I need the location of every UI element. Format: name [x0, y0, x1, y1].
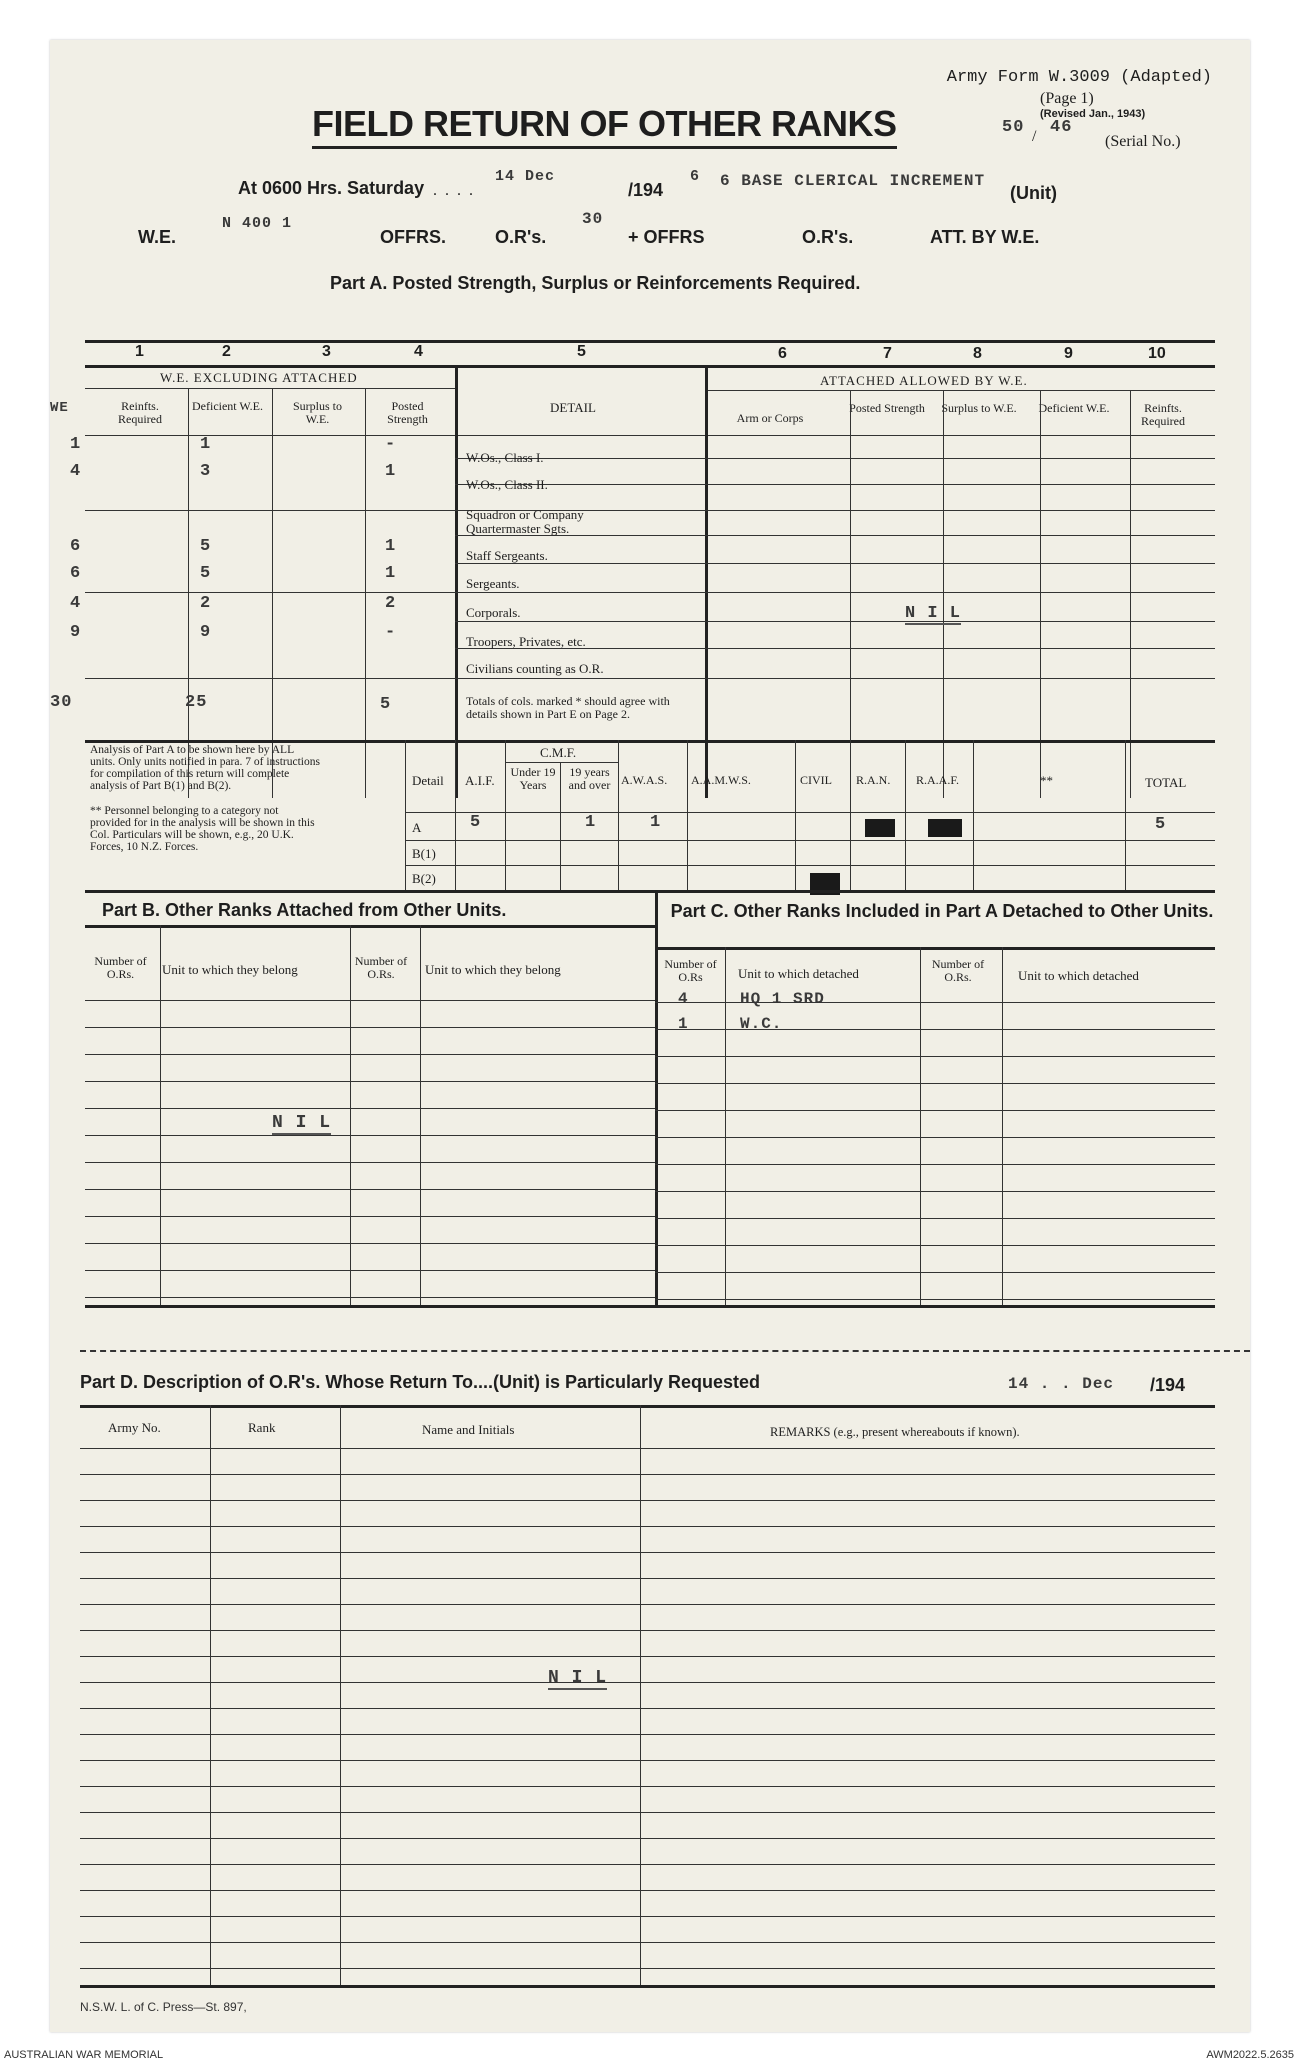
ruled-line	[655, 1083, 1215, 1084]
c-entry-unit: HQ 1 SRD	[740, 990, 825, 1008]
ruled-line	[85, 1162, 655, 1163]
analysis-19over: 19 years and over	[568, 765, 611, 792]
ruled-line	[655, 1299, 1215, 1300]
page-label: (Page 1)	[1040, 90, 1094, 107]
printer-note: N.S.W. L. of C. Press—St. 897,	[80, 2000, 247, 2014]
ruled-line	[80, 1786, 1215, 1787]
redaction-block	[928, 819, 962, 837]
d-army-no: Army No.	[108, 1420, 161, 1435]
analysis-row-b2: B(2)	[412, 871, 436, 886]
ruled-line	[85, 1297, 655, 1298]
part-d-year: /194	[1150, 1375, 1186, 1395]
c-unit-2: Unit to which detached	[1018, 968, 1139, 983]
ruled-line	[80, 1630, 1215, 1631]
analysis-ran: R.A.N.	[856, 773, 891, 787]
ors-label: O.R's.	[495, 227, 547, 247]
ruled-line	[80, 1890, 1215, 1891]
analysis-a-total: 5	[1155, 815, 1167, 834]
detail-civilians: Civilians counting as O.R.	[466, 661, 604, 676]
ruled-line	[80, 1734, 1215, 1735]
ruled-line	[85, 1243, 655, 1244]
posted-value: 1	[385, 564, 397, 583]
header-detail: DETAIL	[550, 400, 596, 415]
analysis-cmf: C.M.F.	[540, 745, 577, 760]
ruled-line	[80, 1708, 1215, 1709]
total-posted: 5	[380, 695, 392, 714]
year-typed: 6	[690, 168, 701, 185]
ruled-line	[80, 1942, 1215, 1943]
ruled-line	[80, 1838, 1215, 1839]
we-label: W.E.	[138, 227, 177, 247]
date-typed: 14 Dec	[495, 168, 556, 185]
deficient-value: 1	[200, 435, 212, 454]
analysis-civil: CIVIL	[800, 773, 832, 787]
ruled-line	[80, 1916, 1215, 1917]
col-number: 5	[577, 343, 586, 360]
analysis-other: **	[1040, 773, 1053, 788]
analysis-awas: A.W.A.S.	[621, 773, 668, 787]
we-value: 9	[70, 623, 82, 642]
part-d-nil: N I L	[548, 1668, 608, 1688]
page-title: FIELD RETURN OF OTHER RANKS	[312, 102, 897, 149]
ruled-line	[655, 1272, 1215, 1273]
d-name: Name and Initials	[422, 1422, 515, 1437]
ruled-line	[80, 1448, 1215, 1449]
col-number: 2	[222, 343, 231, 360]
we-excluding-label: W.E. EXCLUDING ATTACHED	[160, 370, 358, 385]
ruled-line	[655, 1191, 1215, 1192]
ruled-line	[80, 1578, 1215, 1579]
form-id: Army Form W.3009 (Adapted)	[946, 68, 1212, 87]
ruled-line	[85, 1216, 655, 1217]
col-number: 4	[414, 343, 423, 360]
ruled-line	[655, 1056, 1215, 1057]
ruled-line	[655, 1029, 1215, 1030]
year-prefix: /194	[628, 180, 664, 200]
ruled-line	[80, 1864, 1215, 1865]
offrs-label: OFFRS.	[380, 227, 446, 247]
part-d-date: 14 . . Dec	[1008, 1375, 1115, 1393]
part-d-title: Part D. Description of O.R's. Whose Return To....(Unit) is Particularly Requested	[80, 1372, 761, 1392]
redaction-block	[865, 819, 895, 837]
analysis-under19: Under 19 Years	[510, 765, 556, 792]
deficient-value: 2	[200, 594, 212, 613]
we-typed: N 400 1	[222, 215, 293, 232]
ruled-line	[85, 1000, 655, 1001]
d-remarks: REMARKS (e.g., present whereabouts if known).	[770, 1425, 1020, 1439]
we-mark: WE	[50, 400, 69, 416]
analysis-a-cmf19: 1	[585, 813, 597, 832]
ruled-line	[85, 1081, 655, 1082]
ruled-line	[80, 1604, 1215, 1605]
part-b-title: Part B. Other Ranks Attached from Other Units.	[102, 900, 507, 920]
ruled-line	[655, 1110, 1215, 1111]
ruled-line	[85, 1189, 655, 1190]
col-number: 9	[1064, 345, 1073, 362]
analysis-raaf: R.A.A.F.	[916, 773, 960, 787]
deficient-value: 9	[200, 623, 212, 642]
c-entry-number: 4	[678, 990, 689, 1008]
detail-corporals: Corporals.	[466, 605, 521, 620]
ors-value: 30	[582, 210, 604, 228]
ors-label-2: O.R's.	[802, 227, 854, 247]
serial-label: (Serial No.)	[1105, 133, 1181, 150]
nil-attached: N I L	[905, 604, 962, 623]
deficient-value: 5	[200, 537, 212, 556]
we-value: 4	[70, 594, 82, 613]
analysis-row-b1: B(1)	[412, 846, 436, 861]
attached-allowed-label: ATTACHED ALLOWED BY W.E.	[820, 373, 1028, 388]
header-reinfts-att: Reinfts. Required	[1141, 401, 1185, 428]
part-a-title: Part A. Posted Strength, Surplus or Reinforcements Required.	[330, 273, 861, 293]
c-number-2: Number of O.Rs.	[931, 957, 985, 984]
unit-typed: 6 BASE CLERICAL INCREMENT	[720, 172, 986, 190]
plus-offrs-label: + OFFRS	[628, 227, 705, 247]
posted-value: 1	[385, 537, 397, 556]
form-sheet: Army Form W.3009 (Adapted) (Page 1) (Revised Jan., 1943) FIELD RETURN OF OTHER RANKS 50 / 46 (Serial No.) At 0600 Hrs. Saturday . . . . 14 Dec /194 6 6 BASE CLERICAL INCREMENT (Unit) W.E. N 400 1 OFFRS. O.R's. 30 + OFFRS O.R's. ATT. BY W.E. Part A. Posted Strength, Surplus or Reinforcements Required. 1 2 3 4 5 6 7 8 9 10 W.E. EXCLUDING ATTACHED ATTACHED ALLOWED BY W.E. Reinfts. Required Deficient W.E. Surplus to W.E. Posted Strength DETAIL Arm or Corps Posted Strength Surplus to W.E. Deficient W.E. Reinfts. Required WE W.Os., Class I. W.Os., Class II. Squadron or Company Quartermaster Sgts. Staff Sergeants. Sergeants. Corporals. Troopers, Privates, etc. Civilians counting as O.R. Totals of cols. marked * should agree with details shown in Part E on Page 2. 1 4 6 6 4 9 30 1 3 5 5 2 9 25 - 1 1 1 2 - 5 N I L Analysis of Part A to be shown here by ALL units. Only units notified in para. 7 of instructions for compilation of this return will complete analysis of Part B(1) and B(2). ** Personnel belonging to a category not provided for in the analysis will be shown in this Col. Particulars will be shown, e.g., 20 U.K. Forces, 10 N.Z. Forces. Detail A.I.F. C.M.F. Under 19 Years 19 years and over A.W.A.S. A.A.M.W.S. CIVIL R.A.N. R.A.A.F. ** TOTAL A B(1) B(2) 5 1 1 5 Part B. Other Ranks Attached from Other Units. Part C. Other Ranks Included in Part A Detached to Other Units. Number of O.Rs. Unit to which they belong Number of O.Rs. Unit to which they belong Number of O.Rs Unit to which detached Number of O.Rs. Unit to which detached 4 HQ 1 SRD 1 W.C. N I L Part D. Description of O.R's. Whose Return To....(Unit) is Particularly Requested 14 . . Dec /194 Army No. Rank Name and Initials REMARKS (e.g., present whereabouts if known). N I L N.S.W. L. of C. Press—St. 897,	[50, 40, 1250, 2032]
ruled-line	[80, 1682, 1215, 1683]
att-label: ATT. BY W.E.	[930, 227, 1040, 247]
ruled-line	[80, 1760, 1215, 1761]
we-value: 6	[70, 537, 82, 556]
b-unit-1: Unit to which they belong	[162, 962, 298, 977]
detail-wo2: W.Os., Class II.	[466, 477, 548, 492]
col-number: 7	[883, 345, 892, 362]
ruled-line	[655, 1218, 1215, 1219]
c-entry-unit: W.C.	[740, 1015, 783, 1033]
analysis-note: Analysis of Part A to be shown here by ALL units. Only units notified in para. 7 of instructions for compilation of this return will complete analysis of Part B(1) and B(2).	[90, 744, 320, 792]
unit-label: (Unit)	[1010, 183, 1057, 203]
ruled-line	[80, 1656, 1215, 1657]
ruled-line	[80, 1968, 1215, 1969]
b-number-2: Number of O.Rs.	[354, 954, 408, 981]
detail-staff-sgts: Staff Sergeants.	[466, 548, 548, 563]
col-number: 10	[1148, 345, 1166, 362]
ruled-line	[85, 1027, 655, 1028]
analysis-total: TOTAL	[1145, 775, 1187, 790]
posted-value: -	[385, 435, 397, 454]
revised-label: (Revised Jan., 1943)	[1040, 108, 1146, 120]
ruled-line	[80, 1500, 1215, 1501]
we-value: 6	[70, 564, 82, 583]
ruled-line	[655, 1002, 1215, 1003]
ruled-line	[655, 1245, 1215, 1246]
total-we: 30	[50, 693, 73, 712]
analysis-aamws: A.A.M.W.S.	[691, 773, 751, 787]
posted-value: 1	[385, 462, 397, 481]
ruled-line	[85, 1054, 655, 1055]
col-number: 3	[322, 343, 331, 360]
analysis-row-a: A	[412, 820, 422, 835]
header-deficient-att: Deficient W.E.	[1038, 401, 1110, 415]
col-number: 1	[135, 343, 144, 360]
ruled-line	[655, 1164, 1215, 1165]
we-value: 1	[70, 435, 82, 454]
detail-cqms: Squadron or Company Quartermaster Sgts.	[466, 507, 584, 536]
c-number-1: Number of O.Rs	[664, 957, 717, 984]
analysis-detail: Detail	[412, 773, 444, 788]
we-value: 4	[70, 462, 82, 481]
ruled-line	[80, 1526, 1215, 1527]
d-rank: Rank	[248, 1420, 276, 1435]
ruled-line	[80, 1474, 1215, 1475]
ruled-line	[655, 1137, 1215, 1138]
analysis-a-awas: 1	[650, 813, 662, 832]
detail-sergeants: Sergeants.	[466, 576, 520, 591]
b-number-1: Number of O.Rs.	[94, 954, 147, 981]
serial-value-a: 50	[1002, 118, 1025, 137]
serial-sep: /	[1032, 128, 1037, 145]
col-number: 6	[778, 345, 787, 362]
ruled-line	[80, 1552, 1215, 1553]
detail-troopers: Troopers, Privates, etc.	[466, 634, 586, 649]
ruled-line	[85, 1108, 655, 1109]
deficient-value: 3	[200, 462, 212, 481]
ruled-line	[85, 1135, 655, 1136]
ruled-line	[80, 1812, 1215, 1813]
archive-left: AUSTRALIAN WAR MEMORIAL	[4, 2049, 164, 2061]
serial-value-b: 46	[1050, 118, 1073, 137]
c-entry-number: 1	[678, 1015, 689, 1033]
header-deficient: Deficient W.E.	[192, 399, 263, 413]
part-c-title: Part C. Other Ranks Included in Part A Detached to Other Units.	[670, 901, 1214, 921]
at-line: At 0600 Hrs. Saturday	[238, 178, 425, 198]
deficient-value: 5	[200, 564, 212, 583]
header-surplus: Surplus to W.E.	[292, 399, 342, 426]
ruled-line	[85, 1270, 655, 1271]
analysis-note-2: ** Personnel belonging to a category not provided for in the analysis will be shown in this Col. Particulars will be shown, e.g., 20 U.K. Forces, 10 N.Z. Forces.	[90, 805, 315, 853]
b-unit-2: Unit to which they belong	[425, 962, 561, 977]
header-posted: Posted Strength	[387, 399, 428, 426]
analysis-aif: A.I.F.	[465, 773, 495, 788]
analysis-a-aif: 5	[470, 813, 482, 832]
header-posted-att: Posted Strength	[849, 401, 925, 415]
detail-wo1: W.Os., Class I.	[466, 450, 544, 465]
header-surplus-att: Surplus to W.E.	[941, 401, 1017, 415]
posted-value: -	[385, 623, 397, 642]
col-number: 8	[973, 345, 982, 362]
archive-right: AWM2022.5.2635	[1206, 2049, 1294, 2061]
totals-note: Totals of cols. marked * should agree with details shown in Part E on Page 2.	[466, 694, 670, 721]
header-reinfts: Reinfts. Required	[118, 399, 162, 426]
total-deficient: 25	[185, 693, 208, 712]
c-unit-1: Unit to which detached	[738, 966, 859, 981]
part-b-nil: N I L	[272, 1113, 332, 1133]
posted-value: 2	[385, 594, 397, 613]
header-arm-corps: Arm or Corps	[736, 411, 804, 425]
